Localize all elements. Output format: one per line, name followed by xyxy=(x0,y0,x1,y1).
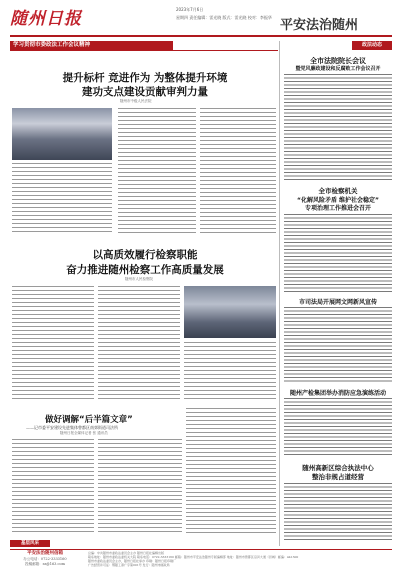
article2-text-col1 xyxy=(12,286,94,402)
footer-line: 广告经营许可证：鄂随工商广字第001号 发行：随州市邮政局 xyxy=(88,563,170,567)
news5-title-line2: 整治非规占道经营 xyxy=(312,473,364,481)
news1-text xyxy=(284,74,392,180)
footer-rule xyxy=(10,549,392,550)
masthead xyxy=(0,0,402,40)
news3-title: 市司法局开展网文网新风宣传 xyxy=(298,299,377,306)
article2-photo xyxy=(184,286,276,338)
news5-title-line1: 随州高新区综合执法中心 xyxy=(302,464,374,472)
article2-title-line1: 以高质效履行检察职能 xyxy=(92,249,198,261)
footer-line: 随州市委政法委员会主办，随州日报社承办 印刷：随州日报印刷厂 xyxy=(88,559,176,563)
article3-subtitle: ——记市委平安建设先进集体曾都区南郊街道司法所 xyxy=(26,425,118,430)
article3-text-col2 xyxy=(98,439,182,533)
article3-byline: 随州日报全媒体记者 张 通讯员 xyxy=(60,431,108,435)
footer-left-line2: 投稿邮箱：sz@163.com xyxy=(25,561,65,566)
footer-line: 联系地址：随州市委政法委机关大院 联系电话：0722-3333160 邮箱：随州市平安法治随州专版编辑部 地址：随州市曾都区沿河大道（县城）邮编：441300 xyxy=(88,555,299,559)
news4-title: 随州产检集团举办消防应急演练活动 xyxy=(289,390,386,397)
news2-text xyxy=(284,214,392,294)
news1-title-line2: 暨党风廉政建设和反腐败工作会议召开 xyxy=(295,66,381,72)
article2-text-col2 xyxy=(98,286,180,402)
footer-line: 总编：中共随州市委政法委员会主办 随州日报社编辑出版 xyxy=(88,551,164,555)
article1-byline: 随州市中级人民法院 xyxy=(120,99,152,103)
news2-title-line2: “化解风险矛盾 维护社会稳定” xyxy=(297,197,379,204)
article3-text-col1 xyxy=(12,439,94,533)
date-line: 2023年7月6日 xyxy=(176,7,204,12)
footer-left-title: 平安法治随州信箱 xyxy=(27,551,63,556)
news3-text xyxy=(284,307,392,384)
news1-title-line1: 全市法院院长会议 xyxy=(310,57,366,65)
article3-text-col3 xyxy=(186,408,276,533)
article1-photo xyxy=(12,108,112,160)
article1-title-line1: 提升标杆 竞进作为 为整体提升环境 xyxy=(62,72,228,84)
news5-text xyxy=(284,483,392,541)
footer-right xyxy=(88,551,392,568)
news4-text xyxy=(284,398,392,456)
footer-left xyxy=(10,551,80,568)
section-title: 平安法治随州 xyxy=(280,18,359,33)
footer-tag: 基层风采 xyxy=(10,540,50,547)
article3-title: 做好调解“后半篇文章” xyxy=(45,415,133,425)
editor-line: 星期四 责任编辑：雷光晓 版式：雷光晓 校对：李振华 xyxy=(176,15,272,20)
left-banner: 学习贯彻市委政法工作会议精神 xyxy=(10,41,173,50)
footer-left-line1: 办公电话：0722-3333160 xyxy=(23,557,67,561)
news2-title-line3: 专项治理工作推进会召开 xyxy=(304,205,371,212)
article2-title-line2: 奋力推进随州检察工作高质量发展 xyxy=(66,264,224,276)
right-divider xyxy=(279,41,280,546)
banner-rule xyxy=(10,50,278,51)
article1-text-col2 xyxy=(118,108,196,235)
article1-title-line2: 建功支点建设贡献审判力量 xyxy=(82,86,208,98)
masthead-rule xyxy=(10,35,392,37)
newspaper-logo: 随州日报 xyxy=(10,9,82,29)
article2-text-col3 xyxy=(184,342,276,402)
section-tag: 政法动态 xyxy=(352,41,392,50)
article1-text-col3 xyxy=(200,108,276,235)
article1-text-col1 xyxy=(12,163,112,235)
news2-title-line1: 全市检察机关 xyxy=(318,187,358,195)
article2-byline: 随州市人民检察院 xyxy=(125,277,153,281)
